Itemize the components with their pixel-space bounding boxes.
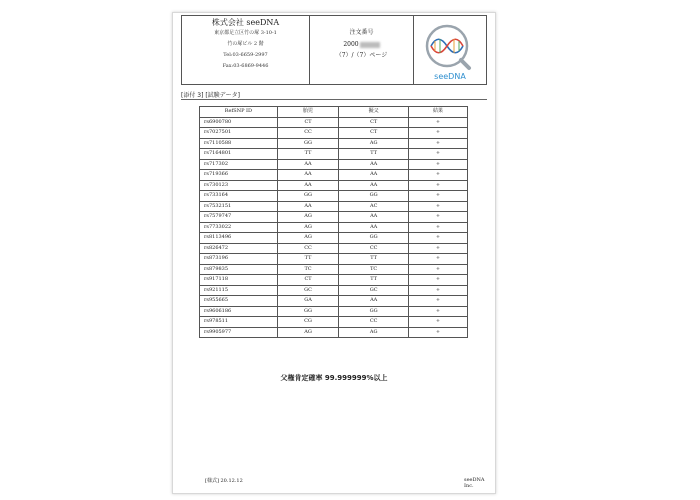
attachment-title: [添付 3] [試験データ] (181, 92, 240, 99)
alleged-father-genotype-cell: TC (339, 264, 409, 275)
snp-id-cell: rs917118 (200, 275, 278, 286)
snp-id-cell: rs9606186 (200, 306, 278, 317)
report-header (181, 15, 487, 85)
result-cell: + (409, 264, 468, 275)
logo-text: seeDNA (434, 72, 466, 81)
table-header-row (200, 107, 468, 118)
table-row (200, 254, 468, 265)
column-header: 擬父 (339, 107, 409, 118)
alleged-father-genotype-cell: GG (339, 233, 409, 244)
order-number-visible: 2000 (343, 41, 359, 48)
table-row (200, 128, 468, 139)
result-cell: + (409, 306, 468, 317)
table-row (200, 275, 468, 286)
alleged-father-genotype-cell: GG (339, 191, 409, 202)
fetus-genotype-cell: GC (277, 285, 339, 296)
company-building: 竹の塚ビル 2 階 (227, 41, 264, 47)
result-cell: + (409, 180, 468, 191)
fetus-genotype-cell: TT (277, 254, 339, 265)
result-cell: + (409, 128, 468, 139)
table-row (200, 170, 468, 181)
table-row (200, 285, 468, 296)
magnifier-dna-icon (414, 16, 486, 84)
report-page (172, 12, 496, 494)
table-row (200, 138, 468, 149)
result-cell: + (409, 275, 468, 286)
table-row (200, 233, 468, 244)
alleged-father-genotype-cell: CT (339, 128, 409, 139)
fetus-genotype-cell: CT (277, 275, 339, 286)
snp-id-cell: rs7733022 (200, 222, 278, 233)
company-tel: Tel:03-6659-2997 (223, 52, 268, 58)
table-row (200, 296, 468, 307)
snp-id-cell: rs873196 (200, 254, 278, 265)
order-label: 注文番号 (349, 29, 374, 36)
snp-id-cell: rs7579747 (200, 212, 278, 223)
alleged-father-genotype-cell: TT (339, 254, 409, 265)
alleged-father-genotype-cell: GC (339, 285, 409, 296)
company-address: 東京都足立区竹の塚 3-10-1 (214, 30, 277, 36)
fetus-genotype-cell: CC (277, 128, 339, 139)
snp-id-cell: rs978511 (200, 317, 278, 328)
alleged-father-genotype-cell: AG (339, 138, 409, 149)
fetus-genotype-cell: GA (277, 296, 339, 307)
fetus-genotype-cell: TC (277, 264, 339, 275)
table-row (200, 327, 468, 338)
table-row (200, 159, 468, 170)
fetus-genotype-cell: GG (277, 306, 339, 317)
fetus-genotype-cell: AG (277, 212, 339, 223)
snp-results-table (199, 106, 468, 338)
snp-id-cell: rs955665 (200, 296, 278, 307)
snp-id-cell: rs921115 (200, 285, 278, 296)
table-row (200, 212, 468, 223)
snp-id-cell: rs730123 (200, 180, 278, 191)
fetus-genotype-cell: GG (277, 138, 339, 149)
snp-id-cell: rs7027501 (200, 128, 278, 139)
redacted-mark (360, 42, 380, 48)
alleged-father-genotype-cell: AA (339, 170, 409, 181)
snp-id-cell: rs879835 (200, 264, 278, 275)
fetus-genotype-cell: AA (277, 180, 339, 191)
fetus-genotype-cell: AA (277, 201, 339, 212)
divider (181, 99, 487, 100)
alleged-father-genotype-cell: CC (339, 243, 409, 254)
table-row (200, 191, 468, 202)
result-cell: + (409, 159, 468, 170)
alleged-father-genotype-cell: GG (339, 306, 409, 317)
table-row (200, 201, 468, 212)
result-cell: + (409, 191, 468, 202)
paternity-probability: 父権肯定確率 99.999999%以上 (280, 374, 388, 382)
result-cell: + (409, 317, 468, 328)
result-cell: + (409, 233, 468, 244)
company-info (182, 16, 310, 84)
result-cell: + (409, 285, 468, 296)
table-row (200, 306, 468, 317)
seedna-logo (414, 16, 486, 84)
fetus-genotype-cell: AG (277, 327, 339, 338)
table-row (200, 317, 468, 328)
alleged-father-genotype-cell: AA (339, 296, 409, 307)
result-cell: + (409, 170, 468, 181)
column-header: RefSNP ID (200, 107, 278, 118)
result-cell: + (409, 117, 468, 128)
order-number (310, 39, 413, 50)
alleged-father-genotype-cell: AA (339, 212, 409, 223)
column-header: 結果 (409, 107, 468, 118)
result-cell: + (409, 138, 468, 149)
snp-id-cell: rs826472 (200, 243, 278, 254)
result-cell: + (409, 327, 468, 338)
company-footer: seeDNA Inc. (464, 477, 485, 489)
alleged-father-genotype-cell: AG (339, 327, 409, 338)
table-row (200, 117, 468, 128)
fetus-genotype-cell: TT (277, 149, 339, 160)
company-fax: Fax:03-6869-9446 (222, 63, 269, 69)
fetus-genotype-cell: AG (277, 233, 339, 244)
alleged-father-genotype-cell: AA (339, 180, 409, 191)
snp-id-cell: rs9905977 (200, 327, 278, 338)
alleged-father-genotype-cell: CT (339, 117, 409, 128)
table-row (200, 149, 468, 160)
alleged-father-genotype-cell: AA (339, 222, 409, 233)
snp-id-cell: rs717302 (200, 159, 278, 170)
company-name: 株式会社 seeDNA (211, 18, 280, 27)
fetus-genotype-cell: AG (277, 222, 339, 233)
snp-id-cell: rs7532151 (200, 201, 278, 212)
result-cell: + (409, 296, 468, 307)
fetus-genotype-cell: CT (277, 117, 339, 128)
table-row (200, 222, 468, 233)
alleged-father-genotype-cell: TT (339, 149, 409, 160)
fetus-genotype-cell: AA (277, 170, 339, 181)
page-indicator: （7）/（7）ページ (335, 52, 388, 59)
result-cell: + (409, 201, 468, 212)
result-cell: + (409, 243, 468, 254)
result-cell: + (409, 254, 468, 265)
snp-id-cell: rs7164801 (200, 149, 278, 160)
snp-id-cell: rs733164 (200, 191, 278, 202)
fetus-genotype-cell: AA (277, 159, 339, 170)
snp-id-cell: rs8113496 (200, 233, 278, 244)
table-row (200, 264, 468, 275)
column-header: 胎児 (277, 107, 339, 118)
alleged-father-genotype-cell: AA (339, 159, 409, 170)
fetus-genotype-cell: CG (277, 317, 339, 328)
snp-id-cell: rs7110588 (200, 138, 278, 149)
alleged-father-genotype-cell: AC (339, 201, 409, 212)
result-cell: + (409, 149, 468, 160)
form-version: [様式] 20.12.12 (205, 478, 243, 484)
table-row (200, 180, 468, 191)
result-cell: + (409, 212, 468, 223)
alleged-father-genotype-cell: TT (339, 275, 409, 286)
table-row (200, 243, 468, 254)
fetus-genotype-cell: GG (277, 191, 339, 202)
alleged-father-genotype-cell: CC (339, 317, 409, 328)
snp-id-cell: rs6900780 (200, 117, 278, 128)
fetus-genotype-cell: CC (277, 243, 339, 254)
snp-id-cell: rs719366 (200, 170, 278, 181)
result-cell: + (409, 222, 468, 233)
order-info (310, 16, 414, 84)
